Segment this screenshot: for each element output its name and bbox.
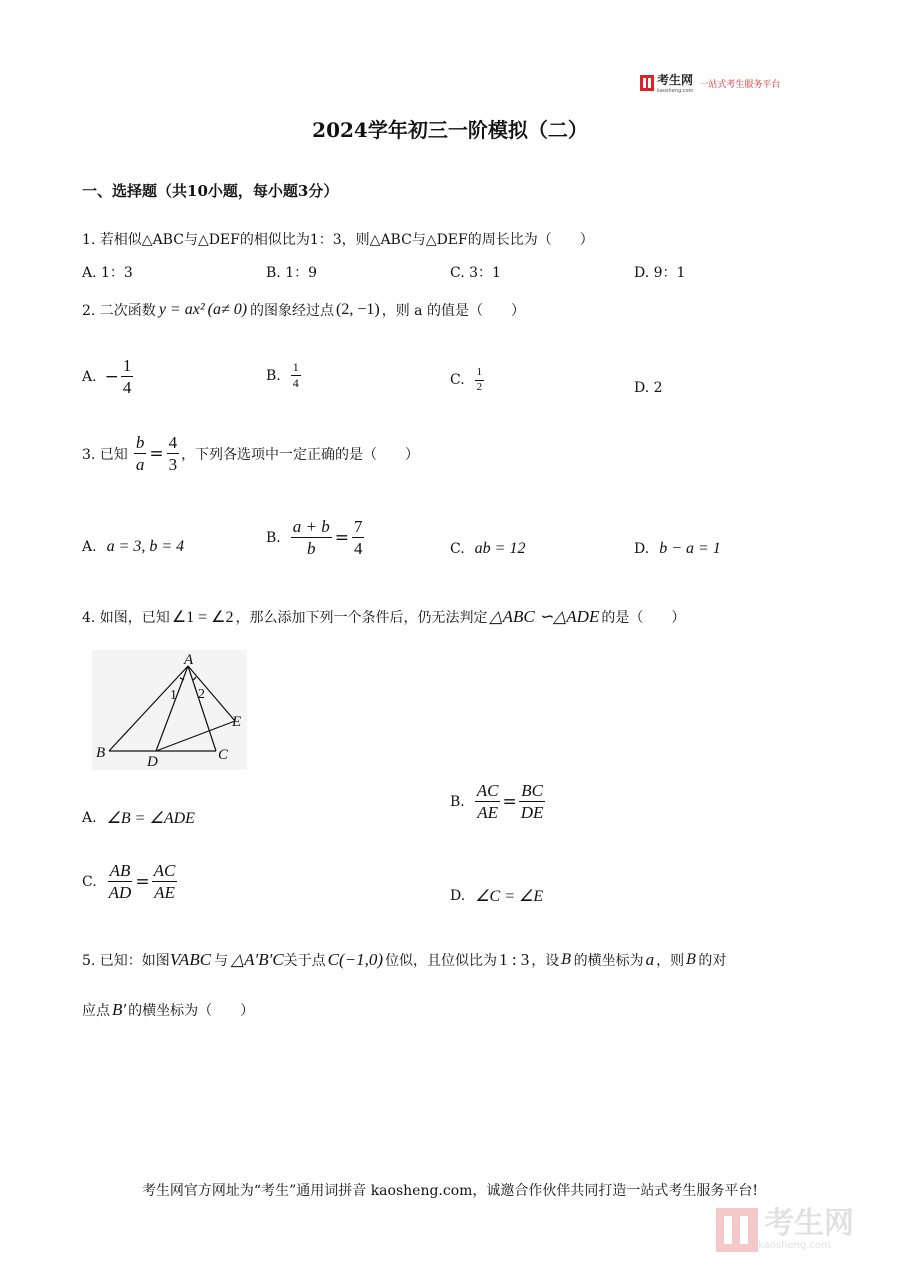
- watermark-name: 考生网: [764, 1206, 854, 1241]
- q5-var-b-prime: B′: [112, 1000, 127, 1019]
- page-footer: 考生网官方网址为“考生”通用词拼音 kaosheng.com，诚邀合作伙伴共同打造一站式考生服务平台!: [141, 1183, 759, 1199]
- q4-option-c-d2: AE: [154, 883, 175, 903]
- q3-rhs-fraction: [167, 432, 180, 476]
- q4-condition: ∠1 = ∠2: [171, 609, 234, 626]
- q5-text-d: 位似，且位似比为: [385, 953, 498, 969]
- q3-rhs-num: 4: [167, 432, 180, 454]
- q2-option-a-fraction: [121, 355, 134, 399]
- q2-point: (2, −1): [336, 301, 380, 318]
- label-angle-2: 2: [198, 687, 205, 702]
- q5-triangle-1: VABC: [169, 950, 212, 969]
- q5-text-c: 关于点: [283, 953, 326, 969]
- watermark-logo-icon: [716, 1208, 758, 1252]
- q3-option-b: [266, 516, 364, 560]
- question-5-line-1: [82, 950, 726, 970]
- q2-mid: 的图象经过点: [250, 303, 335, 319]
- q3-suffix: ，下列各选项中一定正确的是（ ）: [181, 446, 420, 463]
- question-4-text: [82, 607, 685, 627]
- question-1-text: 1. 若相似△ABC与△DEF的相似比为1：3，则△ABC与△DEF的周长比为（ ）: [82, 232, 594, 248]
- q4-option-b-n1: AC: [475, 780, 501, 802]
- q2-option-c-fraction: [475, 366, 485, 395]
- q5-point: C(−1,0): [327, 950, 384, 969]
- q2-option-c-label: C.: [450, 372, 465, 389]
- q4-suffix: 的是（ ）: [601, 610, 686, 626]
- q4-option-b-label: B.: [450, 793, 465, 810]
- q3-option-b-label: B.: [266, 529, 281, 546]
- label-a: A: [184, 652, 194, 668]
- q2-option-a-num: 1: [121, 355, 134, 377]
- q5-text-e: ，设: [531, 953, 560, 969]
- q4-option-c: [82, 860, 177, 904]
- q2-option-c: [450, 366, 484, 395]
- q3-option-d: [634, 540, 721, 558]
- kaosheng-watermark: [716, 1205, 881, 1255]
- q2-option-b-den: 4: [292, 376, 299, 390]
- q3-option-b-rnum: 7: [352, 516, 365, 538]
- q4-option-c-n2: AC: [152, 860, 178, 882]
- q4-option-b-lhs: [475, 780, 501, 824]
- q1-option-a: A. 1：3: [82, 265, 133, 281]
- header-logo: [640, 72, 802, 94]
- q3-option-c-expr: ab = 12: [474, 540, 526, 557]
- q4-similarity: △ABC ∽△ADE: [489, 607, 600, 626]
- watermark-domain: kaosheng.com: [758, 1240, 831, 1251]
- q3-option-a-expr: a = 3, b = 4: [106, 538, 185, 555]
- question-5-line-2: [82, 1000, 254, 1020]
- q3-lhs-fraction: [134, 432, 147, 476]
- q3-option-a: [82, 538, 184, 556]
- q5-text-j: 的横坐标为（ ）: [128, 1003, 255, 1019]
- q5-ratio: 1 : 3: [499, 950, 530, 969]
- q2-suffix: ，则 a 的值是（ ）: [381, 303, 525, 319]
- q4-option-c-equals: =: [135, 871, 150, 892]
- q2-option-a: [82, 355, 133, 399]
- q4-option-b-d1: AE: [477, 803, 498, 823]
- q2-option-b-num: 1: [292, 360, 299, 374]
- q5-text-g: ，则: [656, 953, 685, 969]
- label-b: B: [96, 745, 106, 761]
- q4-prefix: 4. 如图，已知: [82, 610, 170, 626]
- q2-option-b: [266, 360, 301, 391]
- q4-option-d-expr: ∠C = ∠E: [475, 888, 544, 905]
- logo-name: 考生网: [657, 73, 694, 87]
- q4-option-b-d2: DE: [520, 803, 544, 823]
- q1-option-d: D. 9：1: [634, 265, 686, 281]
- q4-option-c-label: C.: [82, 873, 97, 890]
- q4-option-d: [450, 886, 543, 906]
- label-angle-1: 1: [170, 688, 177, 703]
- q5-var-b: B: [561, 952, 572, 968]
- label-d: D: [147, 754, 158, 770]
- q3-equals: =: [149, 443, 164, 464]
- section-heading: 一、选择题（共10小题，每小题3分）: [82, 182, 339, 200]
- q2-option-b-fraction: [291, 360, 301, 391]
- q2-prefix: 2. 二次函数: [82, 303, 156, 319]
- q3-option-a-label: A.: [82, 539, 97, 555]
- q3-option-b-equals: =: [334, 527, 349, 548]
- q3-option-d-label: D.: [634, 541, 650, 557]
- q2-option-b-label: B.: [266, 367, 281, 384]
- q4-option-a: [82, 808, 195, 828]
- q2-option-a-den: 4: [122, 378, 132, 398]
- kaosheng-logo-icon: [640, 75, 654, 91]
- q3-option-c-label: C.: [450, 541, 465, 557]
- q2-option-a-label: A.: [82, 368, 97, 385]
- q4-option-c-rhs: [152, 860, 178, 904]
- q3-rhs-den: 3: [168, 455, 178, 475]
- q3-option-b-rden: 4: [353, 539, 363, 559]
- label-c: C: [218, 747, 229, 763]
- q4-option-c-n1: AB: [108, 860, 133, 882]
- q3-lhs-num: b: [134, 432, 147, 454]
- q3-option-b-num: a + b: [291, 516, 332, 538]
- q4-option-b-equals: =: [502, 791, 517, 812]
- logo-slogan: 一站式考生服务平台: [699, 79, 781, 90]
- q4-option-c-d1: AD: [108, 883, 132, 903]
- question-2-text: [82, 300, 525, 320]
- q1-option-c: C. 3：1: [450, 265, 501, 281]
- q5-text-f: 的横坐标为: [573, 953, 644, 969]
- q5-triangle-2: △A′B′C: [231, 950, 284, 969]
- q5-var-b-2: B: [686, 952, 697, 968]
- q2-option-d: D. 2: [634, 380, 663, 396]
- page-title: 2024学年初三一阶模拟（二）: [312, 118, 588, 142]
- q3-prefix: 3. 已知: [82, 446, 128, 463]
- q4-option-c-lhs: [107, 860, 134, 904]
- q3-option-b-rhs: [352, 516, 365, 560]
- q1-option-b: B. 1：9: [266, 265, 318, 281]
- q3-lhs-den: a: [135, 455, 145, 475]
- q3-option-b-den: b: [306, 539, 316, 559]
- q3-option-c: [450, 540, 525, 558]
- q2-function: y = ax²: [158, 301, 205, 318]
- logo-text: [657, 72, 693, 94]
- q2-option-c-den: 2: [476, 380, 483, 393]
- q5-text-h: 的对: [698, 953, 727, 969]
- q4-triangle-figure: [92, 650, 247, 770]
- q2-condition: (a≠ 0): [207, 301, 248, 318]
- q4-option-d-label: D.: [450, 888, 466, 904]
- q4-option-b-rhs: [519, 780, 546, 824]
- q3-option-d-expr: b − a = 1: [659, 540, 721, 557]
- question-3-text: [82, 432, 419, 476]
- q4-mid: ，那么添加下列一个条件后，仍无法判定: [235, 610, 488, 626]
- q5-text-a: 5. 已知：如图: [82, 953, 170, 969]
- q4-option-b-n2: BC: [519, 780, 545, 802]
- q3-option-b-lhs: [291, 516, 332, 560]
- label-e: E: [232, 714, 242, 730]
- q5-var-a: a: [645, 950, 655, 969]
- q2-option-c-num: 1: [475, 366, 485, 381]
- watermark-text: [758, 1208, 854, 1252]
- q4-option-a-expr: ∠B = ∠ADE: [106, 810, 195, 827]
- logo-domain: kaosheng.com: [657, 88, 694, 94]
- q4-option-b: [450, 780, 545, 824]
- q4-option-a-label: A.: [82, 810, 97, 826]
- q5-text-i: 应点: [82, 1003, 110, 1019]
- q2-option-a-sign: −: [104, 366, 119, 387]
- q5-text-b: 与: [214, 953, 229, 969]
